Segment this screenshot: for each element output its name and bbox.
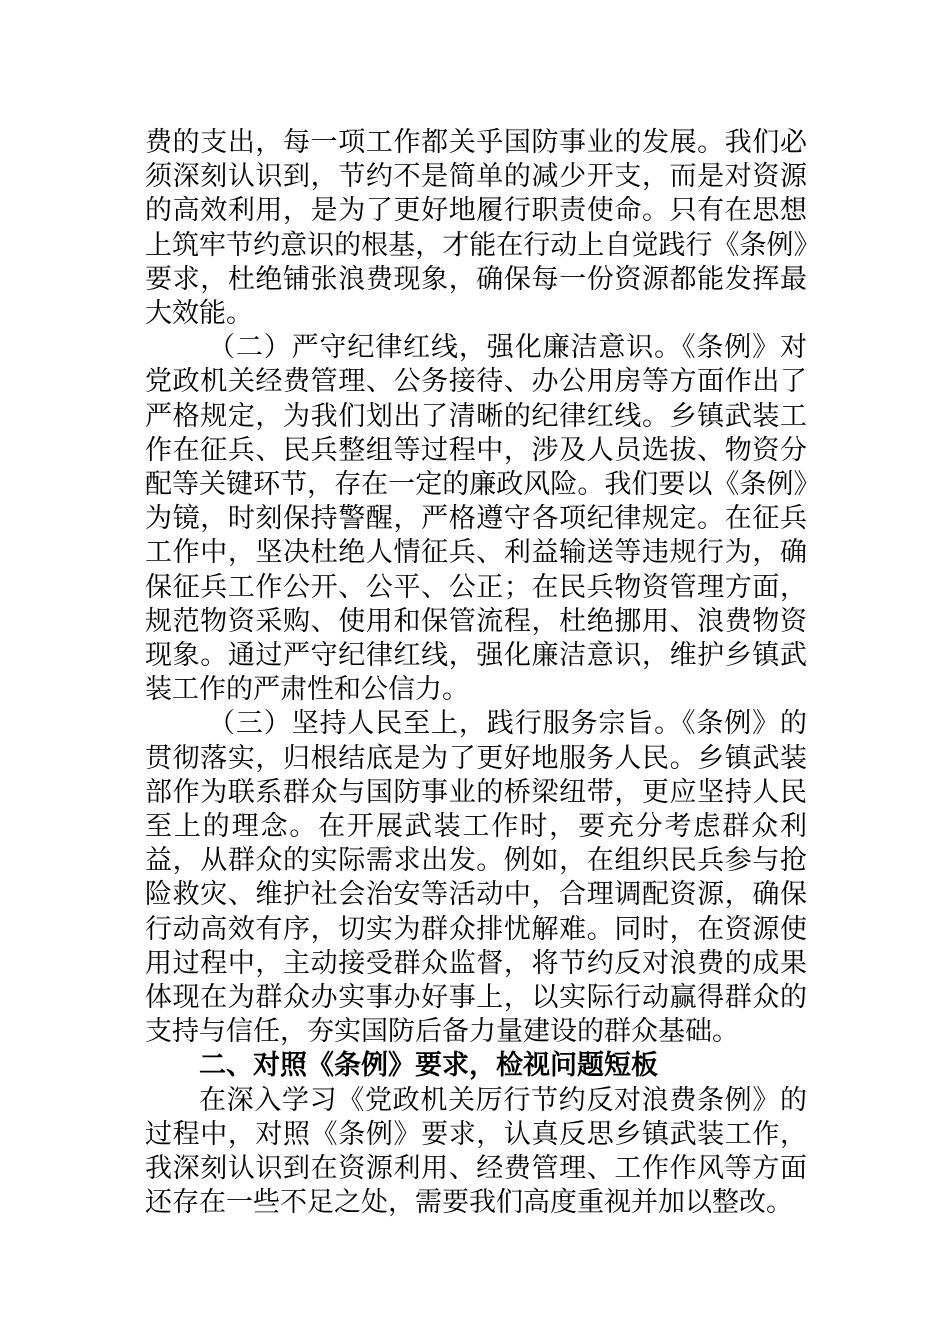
paragraph-intro: 在深入学习《党政机关厉行节约反对浪费条例》的过程中，对照《条例》要求，认真反思乡镇武装工作，我深刻认识到在资源利用、经费管理、工作作风等方面还存在一些不足之处，需要我们高度重视并加以整改。: [145, 1084, 807, 1219]
paragraph-continued: 费的支出，每一项工作都关乎国防事业的发展。我们必须深刻认识到，节约不是简单的减少开支，而是对资源的高效利用，是为了更好地履行职责使命。只有在思想上筑牢节约意识的根基，才能在行动上自觉践行《条例》要求，杜绝铺张浪费现象，确保每一份资源都能发挥最大效能。: [145, 127, 807, 330]
paragraph-section-three: （三）坚持人民至上，践行服务宗旨。《条例》的贯彻落实，归根结底是为了更好地服务人民。乡镇武装部作为联系群众与国防事业的桥梁纽带，更应坚持人民至上的理念。在开展武装工作时，要充分考虑群众利益，从群众的实际需求出发。例如，在组织民兵参与抢险救灾、维护社会治安等活动中，合理调配资源，确保行动高效有序，切实为群众排忧解难。同时，在资源使用过程中，主动接受群众监督，将节约反对浪费的成果体现在为群众办实事办好事上，以实际行动赢得群众的支持与信任，夯实国防后备力量建设的群众基础。: [145, 708, 807, 1048]
section-heading: 二、对照《条例》要求，检视问题短板: [199, 1050, 658, 1082]
document-body: [145, 126, 807, 1221]
paragraph-section-two: （二）严守纪律红线，强化廉洁意识。《条例》对党政机关经费管理、公务接待、办公用房等方面作出了严格规定，为我们划出了清晰的纪律红线。乡镇武装工作在征兵、民兵整组等过程中，涉及人员选拔、物资分配等关键环节，存在一定的廉政风险。我们要以《条例》为镜，时刻保持警醒，严格遵守各项纪律规定。在征兵工作中，坚决杜绝人情征兵、利益输送等违规行为，确保征兵工作公开、公平、公正；在民兵物资管理方面，规范物资采购、使用和保管流程，杜绝挪用、浪费物资现象。通过严守纪律红线，强化廉洁意识，维护乡镇武装工作的严肃性和公信力。: [145, 332, 807, 706]
